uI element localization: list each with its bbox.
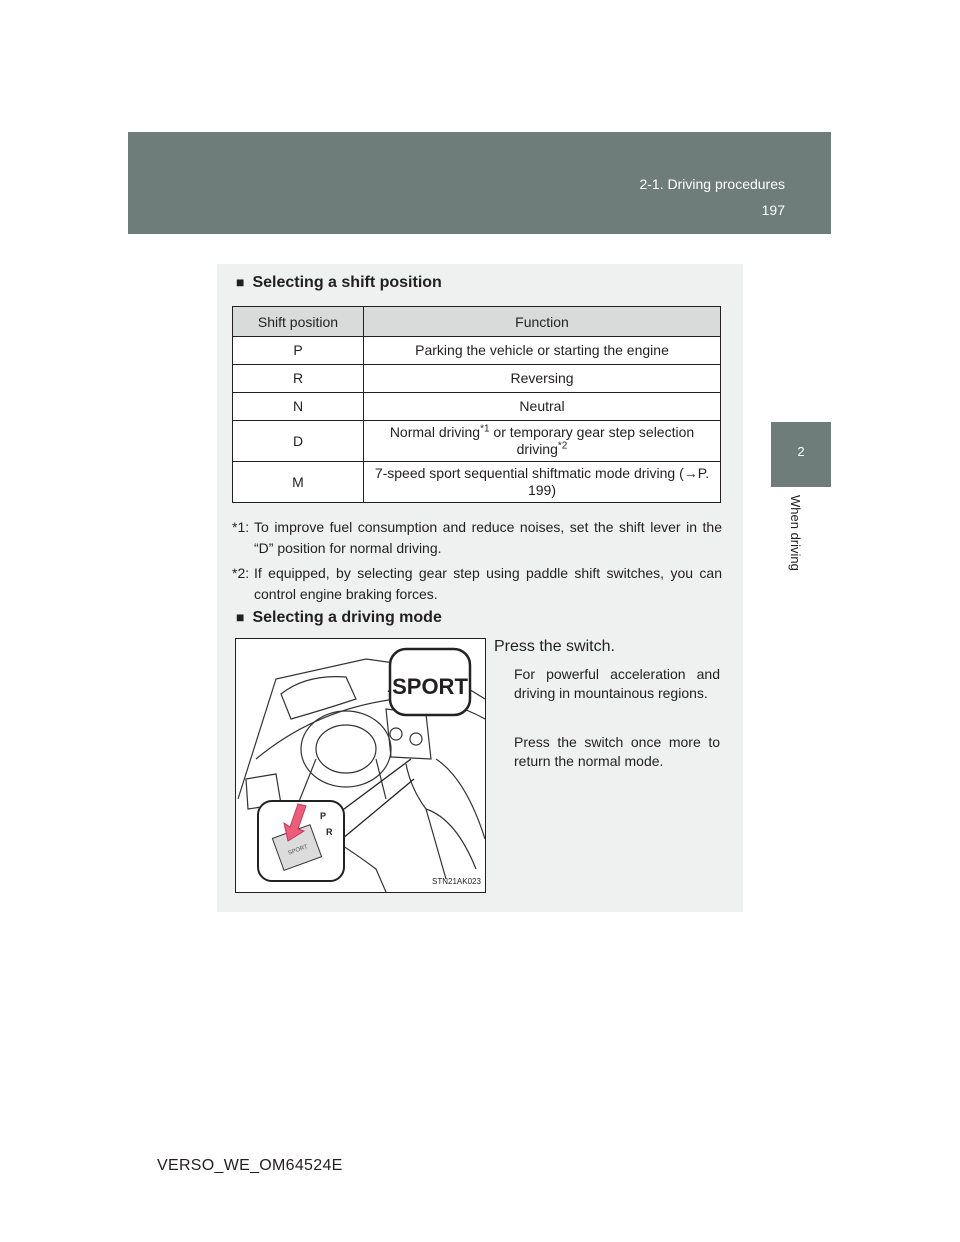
shift-position-cell: D	[233, 421, 364, 462]
chapter-label: When driving	[788, 495, 803, 571]
function-text: or temporary gear step selection driving	[489, 424, 695, 457]
figure-code: STN21AK023	[432, 877, 481, 886]
callout-label: SPORT	[392, 674, 468, 699]
gear-label-p: P	[320, 811, 327, 821]
footnote-ref: *2	[557, 440, 568, 452]
shift-position-cell: R	[233, 365, 364, 393]
mode-description: Press the switch once more to return the normal mode.	[514, 734, 720, 769]
section-title: 2-1. Driving procedures	[639, 176, 785, 192]
square-bullet-icon: ■	[236, 274, 245, 290]
page-header	[128, 132, 831, 234]
function-cell	[364, 421, 721, 462]
section-heading-mode	[236, 609, 442, 627]
document-id: VERSO_WE_OM64524E	[157, 1157, 343, 1174]
table-row	[233, 421, 721, 462]
dashboard-drawing	[236, 639, 485, 892]
shift-position-cell: P	[233, 337, 364, 365]
table-row	[233, 462, 721, 503]
footnote-ref: *1	[480, 423, 490, 435]
footnote-text: If equipped, by selecting gear step using paddle shift switches, you can control engine braking forces.	[254, 565, 722, 602]
square-bullet-icon: ■	[236, 609, 245, 625]
function-cell: 7-speed sport sequential shiftmatic mode driving (→P. 199)	[364, 462, 721, 503]
gear-label-r: R	[326, 827, 333, 837]
footnote	[232, 563, 722, 605]
chapter-number: 2	[797, 444, 805, 459]
shift-position-cell: N	[233, 393, 364, 421]
heading-text: Selecting a shift position	[252, 274, 442, 291]
heading-text: Selecting a driving mode	[252, 609, 442, 626]
function-cell: Reversing	[364, 365, 721, 393]
footnote-mark: *1:	[232, 519, 250, 535]
footnote-mark: *2:	[232, 565, 250, 581]
step-instruction: Press the switch.	[494, 638, 615, 655]
table-row	[233, 365, 721, 393]
function-cell: Neutral	[364, 393, 721, 421]
table-row	[233, 393, 721, 421]
sport-switch-illustration	[235, 638, 486, 893]
footnote	[232, 517, 722, 559]
table-row	[233, 337, 721, 365]
section-heading-shift	[236, 274, 442, 292]
mode-description: For powerful acceleration and driving in mountainous regions.	[514, 666, 720, 701]
column-header: Function	[364, 307, 721, 337]
shift-position-table	[232, 306, 721, 503]
chapter-tab	[771, 422, 831, 487]
function-text: Normal driving	[389, 424, 481, 440]
footnote-text: To improve fuel consumption and reduce noises, set the shift lever in the “D” position for normal driving.	[254, 519, 722, 556]
table-header-row	[233, 307, 721, 337]
shift-position-cell: M	[233, 462, 364, 503]
switch-label: SPORT	[287, 844, 309, 857]
function-cell: Parking the vehicle or starting the engine	[364, 337, 721, 365]
column-header: Shift position	[233, 307, 364, 337]
page-number: 197	[761, 202, 785, 218]
